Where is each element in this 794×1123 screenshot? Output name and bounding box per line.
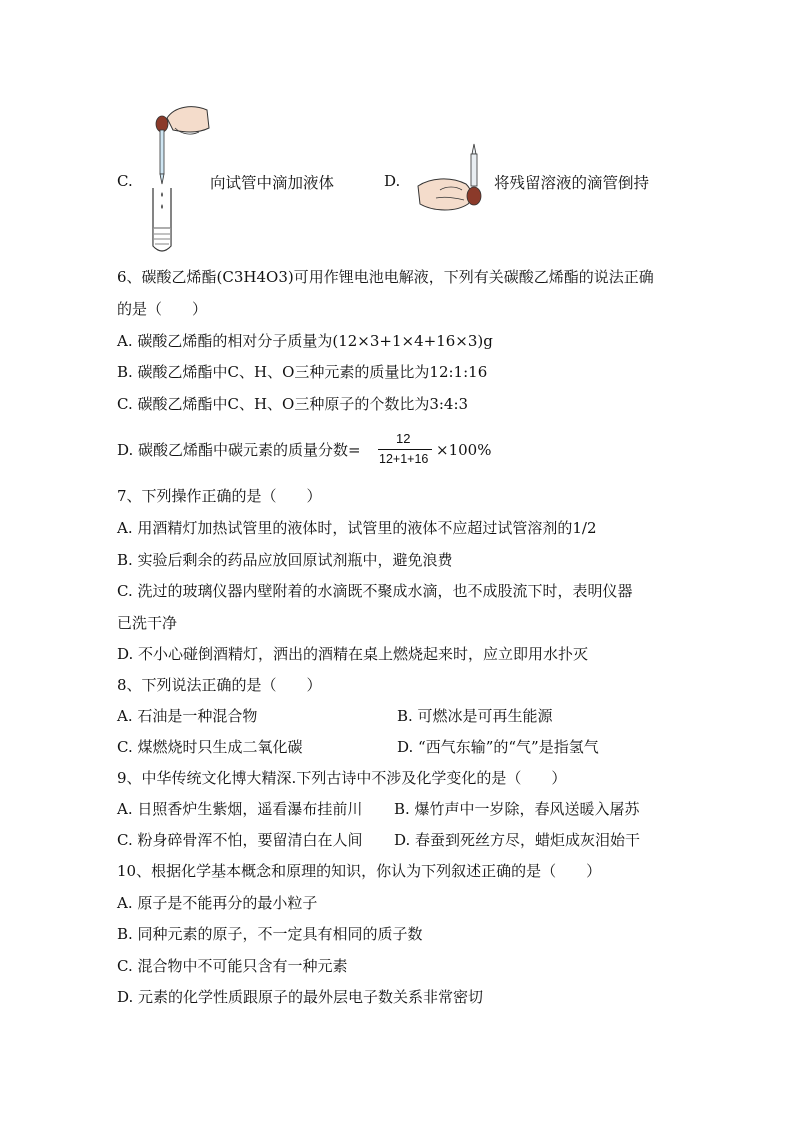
q6-option-b: B. 碳酸乙烯酯中C、H、O三种元素的质量比为12:1:16 <box>117 363 488 381</box>
q5-option-c-label: C. <box>117 172 133 190</box>
q10-option-d: D. 元素的化学性质跟原子的最外层电子数关系非常密切 <box>117 988 484 1006</box>
q9-option-a: A. 日照香炉生紫烟，遥看瀑布挂前川 <box>117 800 363 818</box>
q7-stem: 7、下列操作正确的是（ ） <box>117 487 322 505</box>
q6-stem-line2: 的是（ ） <box>117 300 208 318</box>
q6-option-d-denominator: 12+1+16 <box>379 452 429 466</box>
q6-stem-line1: 6、碳酸乙烯酯(C3H4O3)可用作锂电池电解液，下列有关碳酸乙烯酯的说法正确 <box>117 268 654 286</box>
q6-option-d-suffix: ×100% <box>436 441 492 459</box>
q8-option-d: D. “西气东输”的“气”是指氢气 <box>397 738 599 756</box>
q6-option-d-prefix: D. 碳酸乙烯酯中碳元素的质量分数= <box>117 441 361 459</box>
dropper-into-test-tube-illustration <box>145 100 215 255</box>
q7-option-a: A. 用酒精灯加热试管里的液体时，试管里的液体不应超过试管溶剂的1/2 <box>117 519 597 537</box>
q8-option-a: A. 石油是一种混合物 <box>117 707 258 725</box>
q9-stem: 9、中华传统文化博大精深.下列古诗中不涉及化学变化的是（ ） <box>117 769 567 787</box>
q10-option-a: A. 原子是不能再分的最小粒子 <box>117 894 318 912</box>
q9-option-c: C. 粉身碎骨浑不怕，要留清白在人间 <box>117 831 363 849</box>
q9-option-b: B. 爆竹声中一岁除，春风送暖入屠苏 <box>394 800 640 818</box>
q6-option-c: C. 碳酸乙烯酯中C、H、O三种原子的个数比为3:4:3 <box>117 395 469 413</box>
q5-option-c-caption: 向试管中滴加液体 <box>210 174 335 192</box>
q9-option-d: D. 春蚕到死丝方尽，蜡炬成灰泪始干 <box>394 831 641 849</box>
q7-option-c-line1: C. 洗过的玻璃仪器内壁附着的水滴既不聚成水滴，也不成股流下时，表明仪器 <box>117 582 633 600</box>
fraction-bar <box>378 449 432 450</box>
q7-option-d: D. 不小心碰倒酒精灯，洒出的酒精在桌上燃烧起来时，应立即用水扑灭 <box>117 645 589 663</box>
q10-option-b: B. 同种元素的原子，不一定具有相同的质子数 <box>117 925 423 943</box>
q10-stem: 10、根据化学基本概念和原理的知识，你认为下列叙述正确的是（ ） <box>117 862 602 880</box>
q10-option-c: C. 混合物中不可能只含有一种元素 <box>117 957 348 975</box>
q8-stem: 8、下列说法正确的是（ ） <box>117 676 322 694</box>
q6-option-a: A. 碳酸乙烯酯的相对分子质量为(12×3+1×4+16×3)g <box>117 332 493 350</box>
q8-option-c: C. 煤燃烧时只生成二氧化碳 <box>117 738 303 756</box>
q5-option-d-caption: 将残留溶液的滴管倒持 <box>494 174 650 192</box>
q7-option-b: B. 实验后剩余的药品应放回原试剂瓶中，避免浪费 <box>117 551 453 569</box>
q6-option-d-numerator: 12 <box>396 431 411 446</box>
q5-option-d-label: D. <box>384 172 401 190</box>
inverted-dropper-illustration <box>416 140 492 216</box>
q7-option-c-line2: 已洗干净 <box>117 614 178 632</box>
q8-option-b: B. 可燃冰是可再生能源 <box>397 707 553 725</box>
